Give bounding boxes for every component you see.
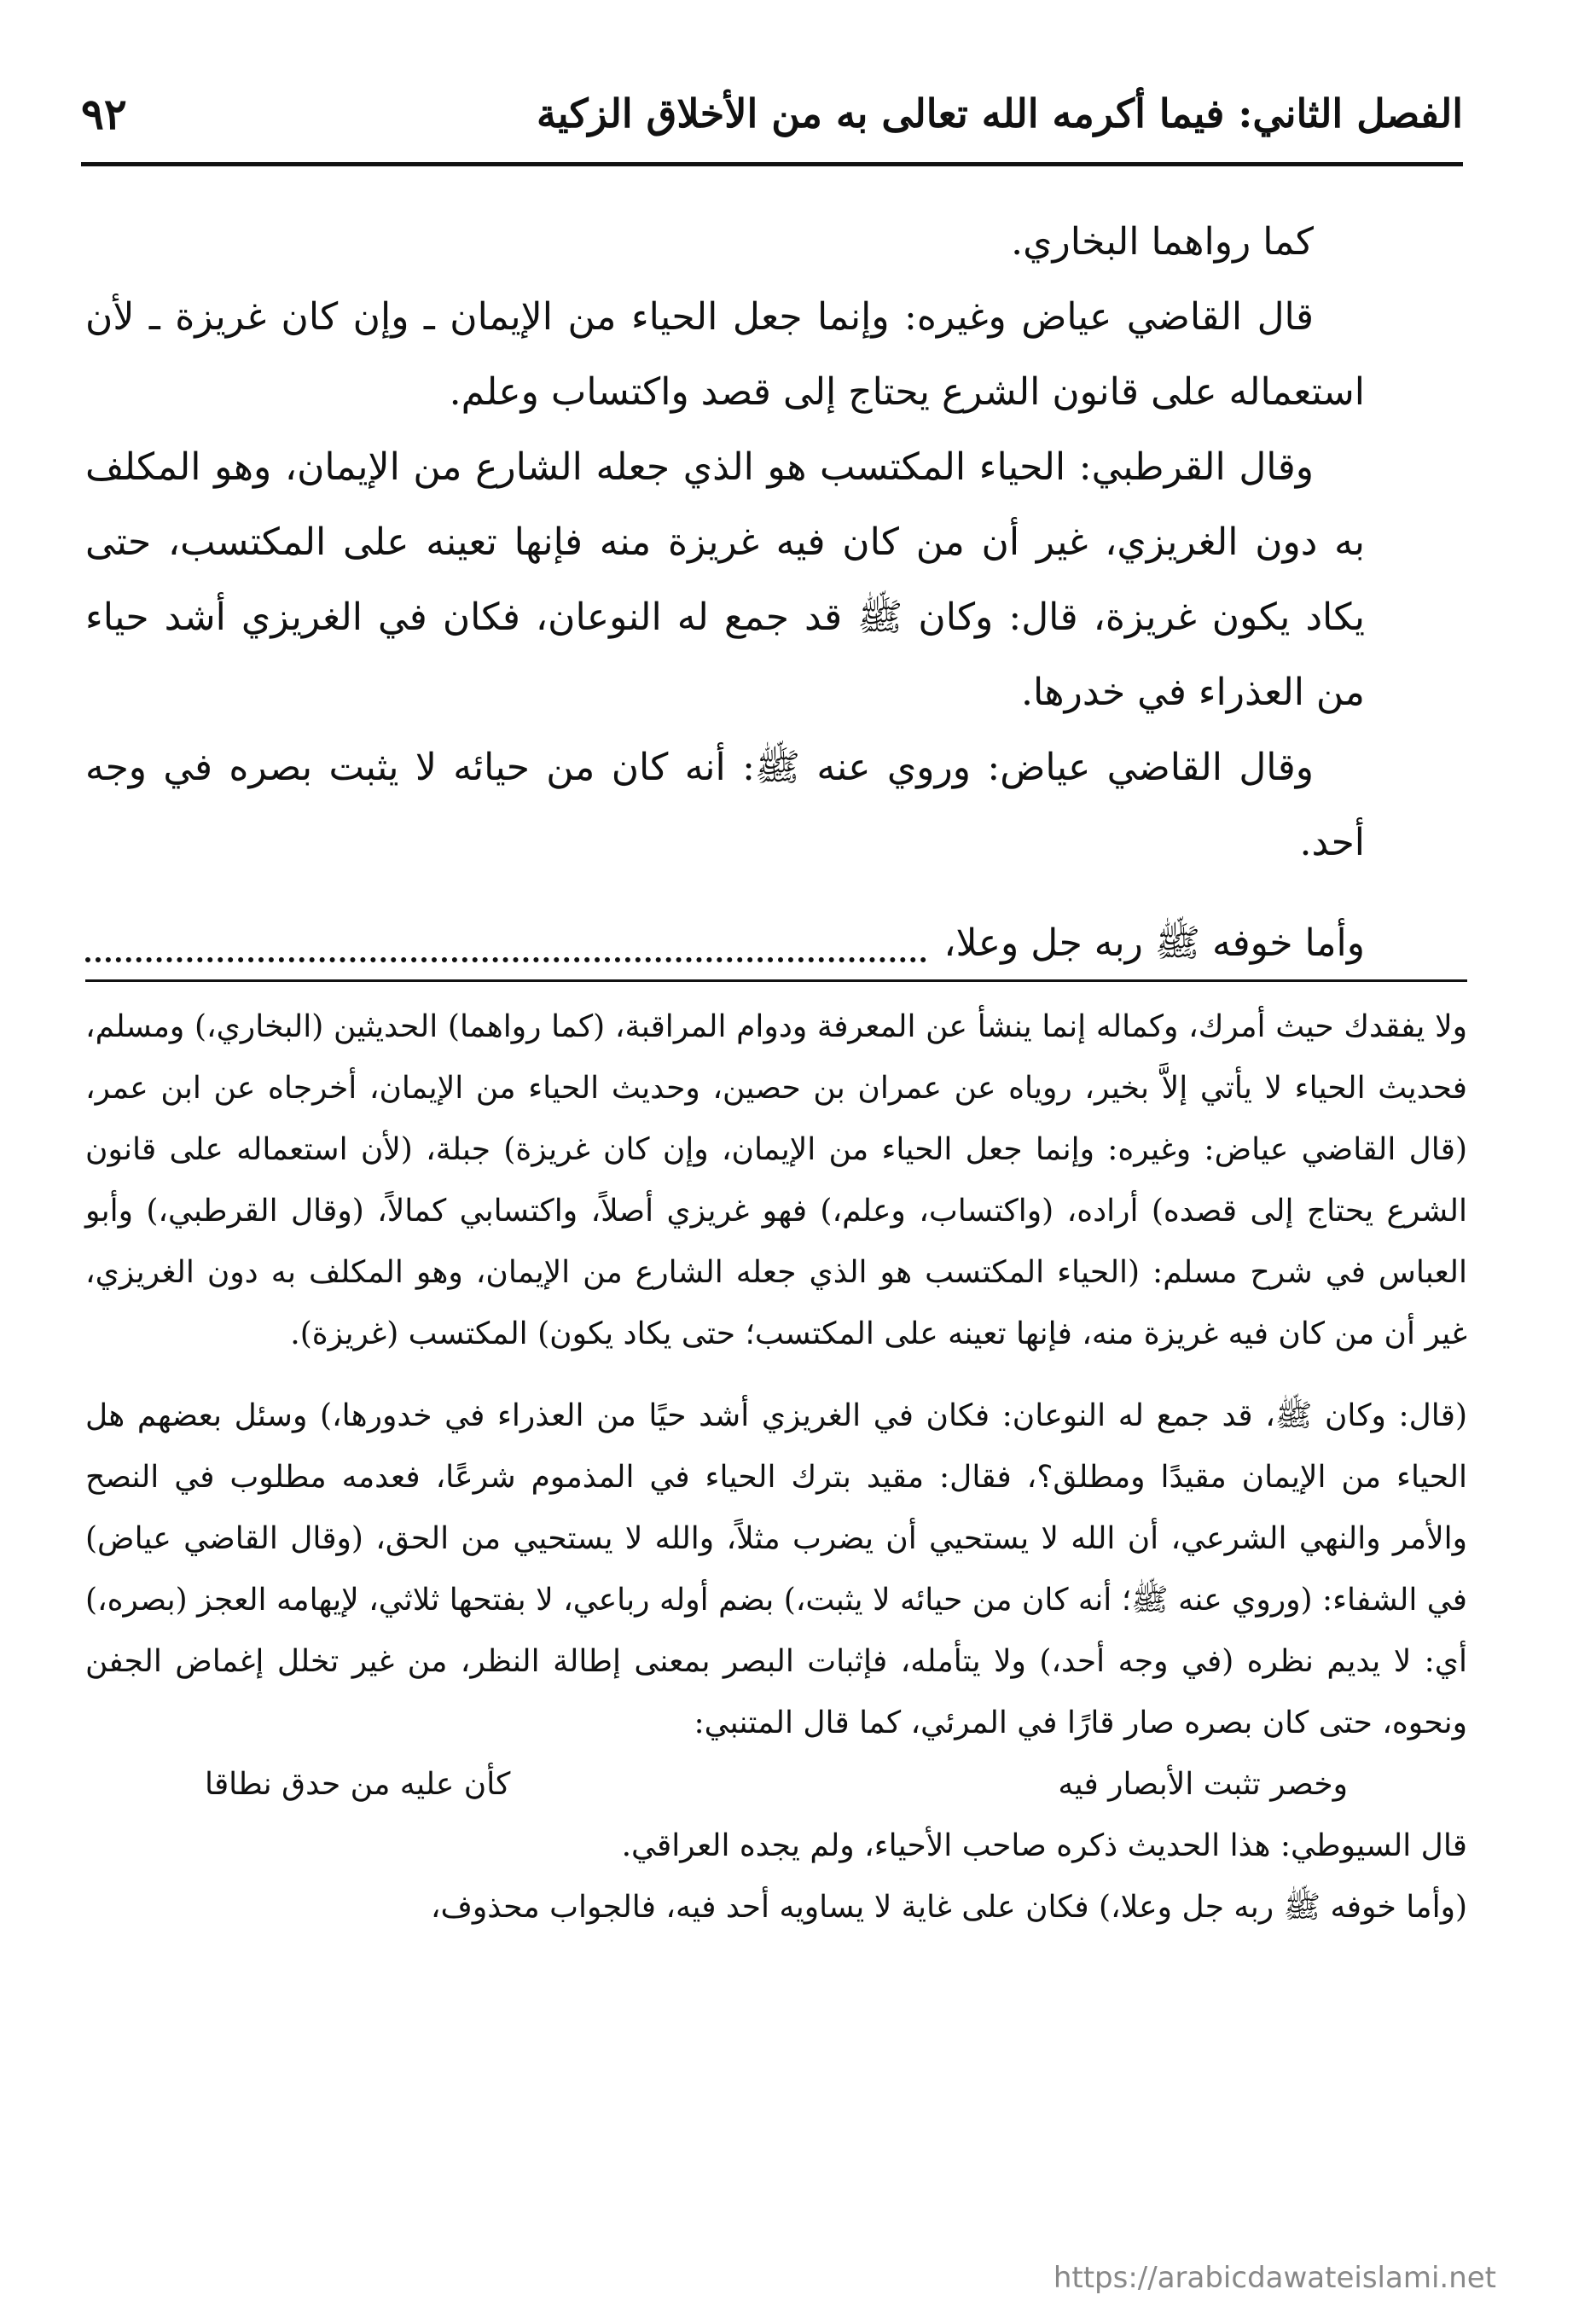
- header-rule: [81, 162, 1463, 166]
- main-paragraph: وقال القرطبي: الحياء المكتسب هو الذي جعله الشارع من الإيمان، وهو المكلف به دون الغريزي، غير أن من كان فيه غريزة منه فإنها تعينه على المكتسب، حتى يكاد يكون غريزة، قال: وكان ﷺ قد جمع له النوعان، فكان في الغريزي أشد حياء من العذراء في خدرها.: [85, 445, 1365, 714]
- main-paragraph: وأما خوفه ﷺ ربه جل وعلا،: [943, 921, 1365, 965]
- poem-hemistich-second: كأن عليه من حدق نطاقا: [205, 1767, 511, 1802]
- page-header: [81, 75, 1463, 152]
- commentary-paragraph: (قال: وكان ﷺ، قد جمع له النوعان: فكان في الغريزي أشد حيًا من العذراء في خدورها،) وسئل بعضهم هل الحياء من الإيمان مقيدًا ومطلق؟، فقال: مقيد بترك الحياء في المذموم شرعًا، فعدمه مطلوب في النصح والأمر والنهي الشرعي، أن الله لا يستحيي أن يضرب مثلاً، والله لا يستحيي من الحق، (وقال القاضي عياض) في الشفاء: (وروي عنه ﷺ؛ أنه كان من حيائه لا يثبت،) بضم أوله رباعي، لا بفتحها ثلاثي، لإيهامه العجز (بصره،) أي: لا يديم نظره (في وجه أحد،) ولا يتأمله، فإثبات البصر بمعنى إطالة النظر، من غير تخلل إغماض الجفن ونحوه، حتى كان بصره صار قارًا في المرئي، كما قال المتنبي:: [85, 1398, 1467, 1740]
- main-text: [85, 205, 1365, 880]
- continuation-line: [85, 921, 1365, 973]
- ellipsis-dots: [85, 950, 926, 962]
- main-paragraph: قال القاضي عياض وغيره: وإنما جعل الحياء من الإيمان ـ وإن كان غريزة ـ لأن استعماله على قانون الشرع يحتاج إلى قصد واكتساب وعلم.: [85, 295, 1365, 414]
- main-paragraph: كما رواهما البخاري.: [1011, 220, 1314, 264]
- watermark-url: https://arabicdawateislami.net: [1053, 2261, 1496, 2295]
- chapter-title: الفصل الثاني: فيما أكرمه الله تعالى به من الأخلاق الزكية: [537, 90, 1463, 137]
- page-number: ٩٢: [81, 88, 127, 139]
- commentary-paragraph: قال السيوطي: هذا الحديث ذكره صاحب الأحياء، ولم يجده العراقي.: [621, 1828, 1467, 1863]
- commentary-paragraph: ولا يفقدك حيث أمرك، وكماله إنما ينشأ عن المعرفة ودوام المراقبة، (كما رواهما) الحديثين (البخاري،) ومسلم، فحديث الحياء لا يأتي إلاَّ بخير، روياه عن عمران بن حصين، وحديث الحياء من الإيمان، أخرجاه عن ابن عمر، (قال القاضي عياض: وغيره: وإنما جعل الحياء من الإيمان، وإن كان غريزة) جبلة، (لأن استعماله على قانون الشرع يحتاج إلى قصده) أراده، (واكتساب، وعلم،) فهو غريزي أصلاً، واكتسابي كمالاً، (وقال القرطبي،) وأبو العباس في شرح مسلم: (الحياء المكتسب هو الذي جعله الشارع من الإيمان، وهو المكلف به دون الغريزي، غير أن من كان فيه غريزة منه، فإنها تعينه على المكتسب؛ حتى يكاد يكون) المكتسب (غريزة).: [85, 1009, 1467, 1351]
- commentary-text: [85, 996, 1467, 1938]
- main-paragraph: وقال القاضي عياض: وروي عنه ﷺ: أنه كان من حيائه لا يثبت بصره في وجه أحد.: [85, 746, 1365, 864]
- commentary-paragraph: (وأما خوفه ﷺ ربه جل وعلا،) فكان على غاية لا يساويه أحد فيه، فالجواب محذوف،: [430, 1890, 1467, 1925]
- poem-verse: [85, 1754, 1467, 1816]
- poem-hemistich-first: وخصر تثبت الأبصار فيه: [1058, 1767, 1348, 1802]
- footnote-divider: [85, 979, 1467, 982]
